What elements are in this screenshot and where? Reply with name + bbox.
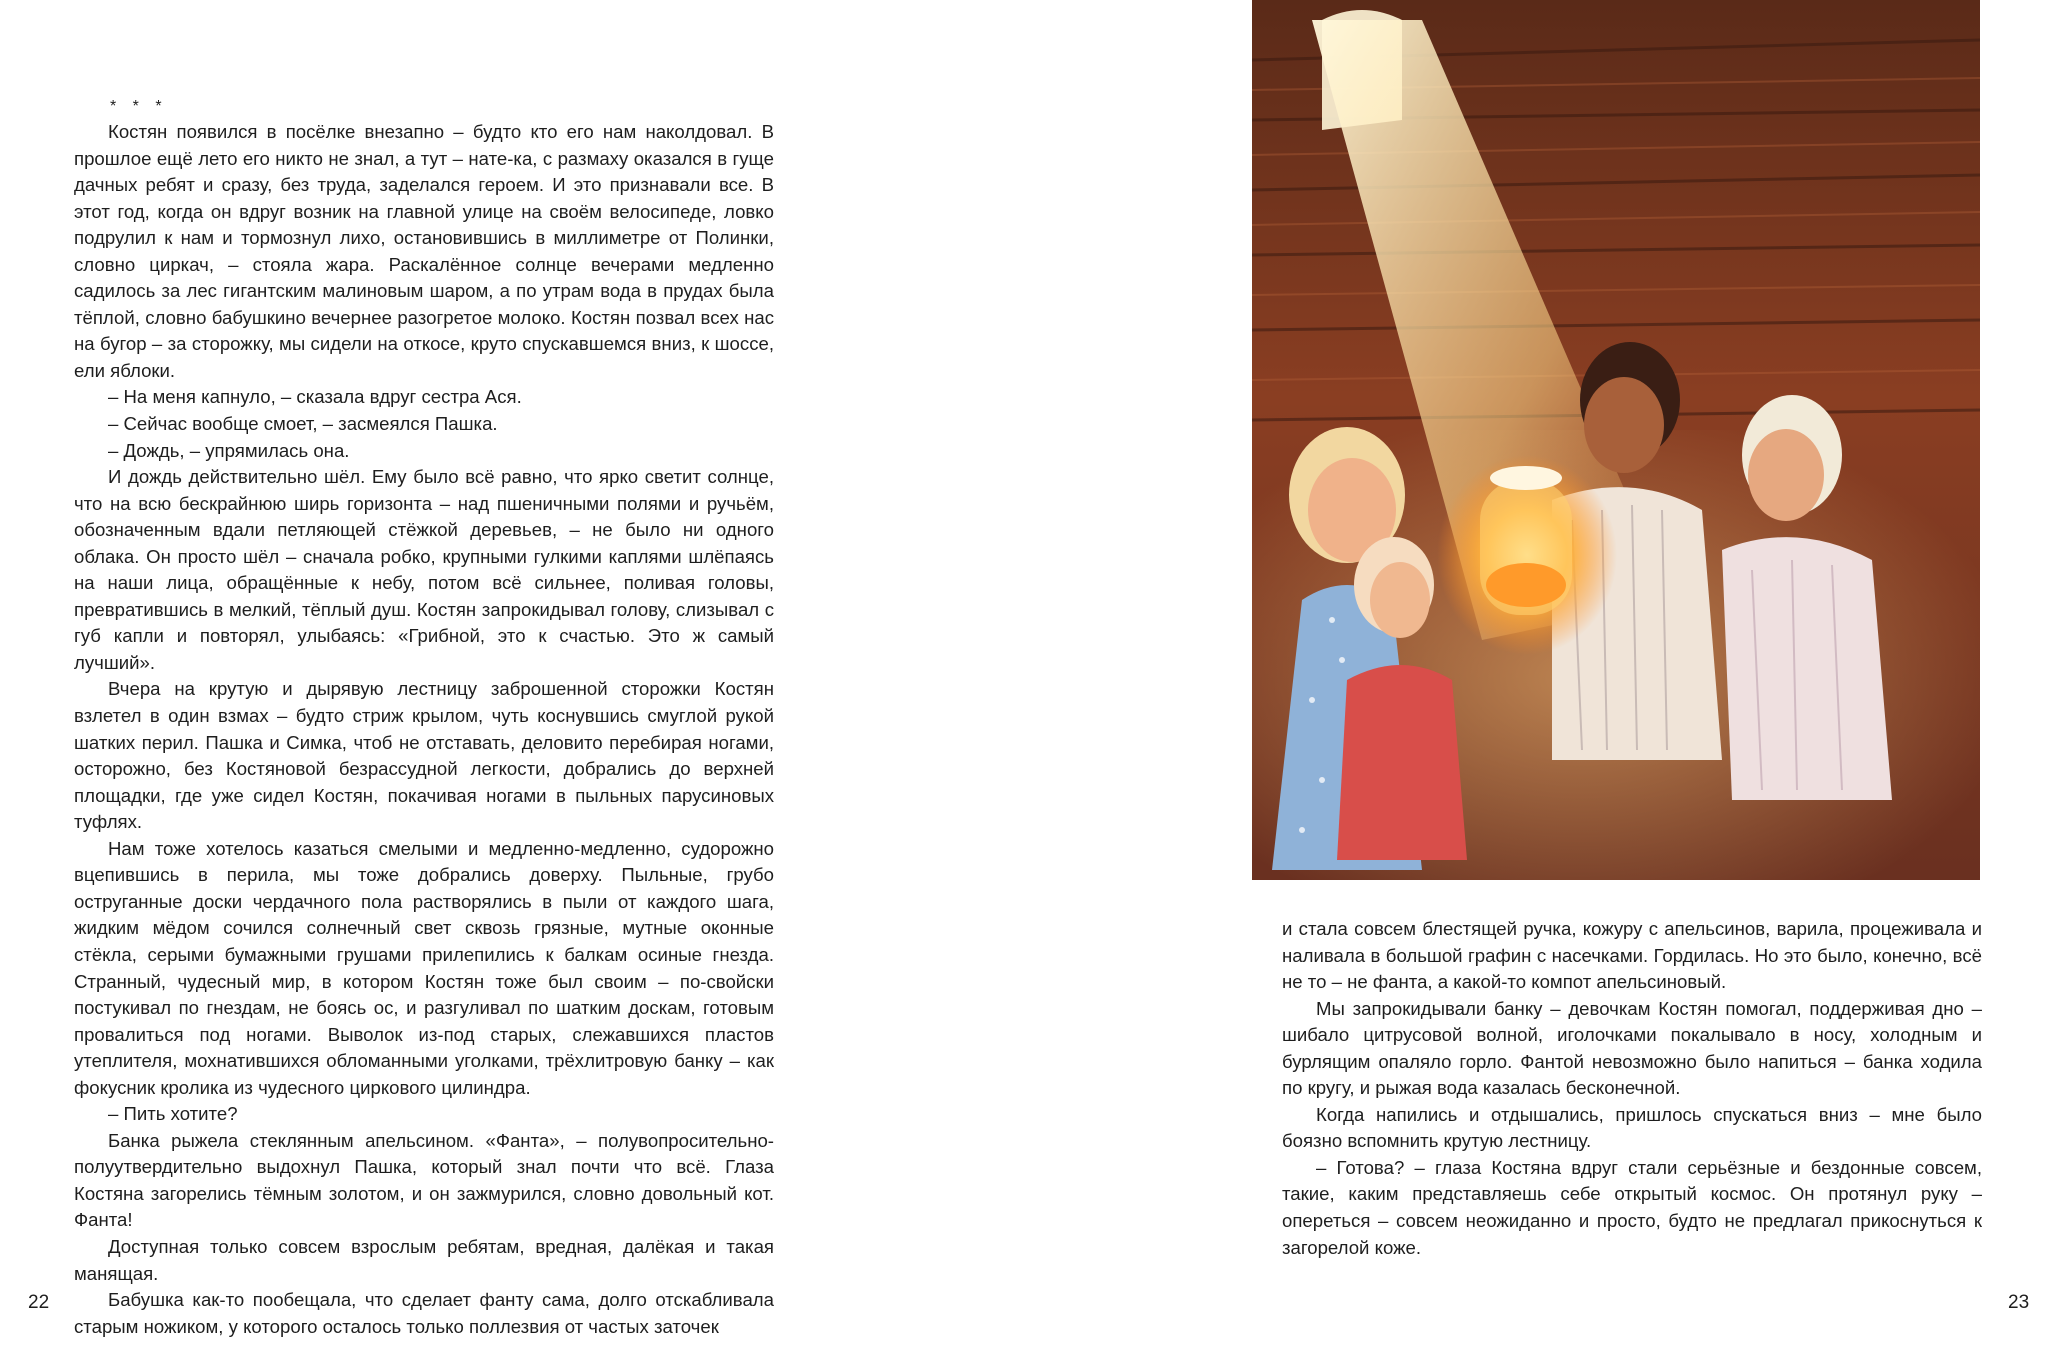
colored-pencil-illustration-icon [1252,0,1980,880]
paragraph: Доступная только совсем взрослым ребятам, вредная, далёкая и такая манящая. [74,1235,774,1284]
right-page-text [1282,916,1982,1261]
paragraph: – Пить хотите? [108,1103,238,1125]
paragraph: Вчера на крутую и дырявую лестницу заброшенной сторожки Костян взлетел в один взмах – будто стриж крылом, чуть коснувшись смуглой рукой шатких перил. Пашка и Симка, чтоб не отставать, деловито перебирая ногами, осторожно, без Костяновой безрассудной легкости, добрались до верхней площадки, где уже сидел Костян, покачивая ногами в пыльных парусиновых туфлях. [74,678,774,833]
section-separator: * * * [110,98,168,115]
paragraph: – Дождь, – упрямилась она. [108,439,350,461]
left-page-text [74,95,774,1340]
paragraph: – На меня капнуло, – сказала вдруг сестра Ася. [108,386,522,408]
paragraph: Когда напились и отдышались, пришлось спускаться вниз – мне было боязно вспомнить крутую лестницу. [1282,1103,1982,1152]
paragraph: – Готова? – глаза Костяна вдруг стали серьёзные и бездонные совсем, такие, каким представляешь себе открытый космос. Он протянул руку – опереться – совсем неожиданно и просто, будто не предлагал прикоснуться к загорелой коже. [1282,1156,1982,1258]
page-number-right: 23 [2008,1292,2030,1313]
paragraph: Нам тоже хотелось казаться смелыми и медленно-медленно, судорожно вцепившись в перила, мы тоже добрались доверху. Пыльные, грубо оструганные доски чердачного пола растворялись в пыли от каждого шага, жидким мёдом сочился солнечный свет сквозь грязные, мутные оконные стёкла, серыми бумажными грушами прилепились к балкам осиные гнезда. Странный, чудесный мир, в котором Костян тоже был своим – по-свойски постукивал по гнездам, не боясь ос, и разгуливал по шатким доскам, готовым провалиться под ногами. Выволок из-под старых, слежавшихся пластов утеплителя, мохнатившихся обломанными уголками, трёхлитровую банку – как фокусник кролика из чудесного циркового цилиндра. [74,837,774,1098]
paragraph: – Сейчас вообще смоет, – засмеялся Пашка. [108,413,498,435]
paragraph: Банка рыжела стеклянным апельсином. «Фанта», – полувопросительно-полуутвердительно выдохнул Пашка, который знал почти что всё. Глаза Костяна загорелись тёмным золотом, и он зажмурился, словно довольный кот. Фанта! [74,1129,774,1231]
paragraph: Бабушка как-то пообещала, что сделает фанту сама, долго отскабливала старым ножиком, у которого осталось только поллезвия от частых заточек [74,1289,774,1337]
paragraph: И дождь действительно шёл. Ему было всё равно, что ярко светит солнце, что на всю бескрайнюю ширь горизонта – над пшеничными полями и ручьём, обозначенным вдали петляющей стёжкой деревьев, – не было ни одного облака. Он просто шёл – сначала робко, крупными гулкими каплями шлёпаясь на наши лица, обращённые к небу, потом всё сильнее, поливая головы, превратившись в мелкий, тёплый душ. Костян запрокидывал голову, слизывал с губ капли и повторял, улыбаясь: «Грибной, это к счастью. Это ж самый лучший». [74,466,774,673]
paragraph: и стала совсем блестящей ручка, кожуру с апельсинов, варила, процеживала и наливала в большой графин с насечками. Гордилась. Но это было, конечно, всё не то – не фанта, а какой-то компот апельсиновый. [1282,918,1982,993]
page-number-left: 22 [28,1292,50,1313]
paragraph: Костян появился в посёлке внезапно – будто кто его нам наколдовал. В прошлое ещё лето его никто не знал, а тут – нате-ка, с размаху оказался в гуще дачных ребят и сразу, без труда, заделался героем. И это признавали все. В этот год, когда он вдруг возник на главной улице на своём велосипеде, ловко подрулил к нам и тормознул лихо, остановившись в миллиметре от Полинки, словно циркач, – стояла жара. Раскалённое солнце вечерами медленно садилось за лес гигантским малиновым шаром, а по утрам вода в прудах была тёплой, словно бабушкино вечернее разогретое молоко. Костян позвал всех нас на бугор – за сторожку, мы сидели на откосе, круто спускавшемся вниз, к шоссе, ели яблоки. [74,121,774,381]
paragraph: Мы запрокидывали банку – девочкам Костян помогал, поддерживая дно – шибало цитрусовой волной, иголочками покалывало в носу, холодным и бурлящим опаляло горло. Фантой невозможно было напиться – банка ходила по кругу, и рыжая вода казалась бесконечной. [1282,997,1982,1099]
